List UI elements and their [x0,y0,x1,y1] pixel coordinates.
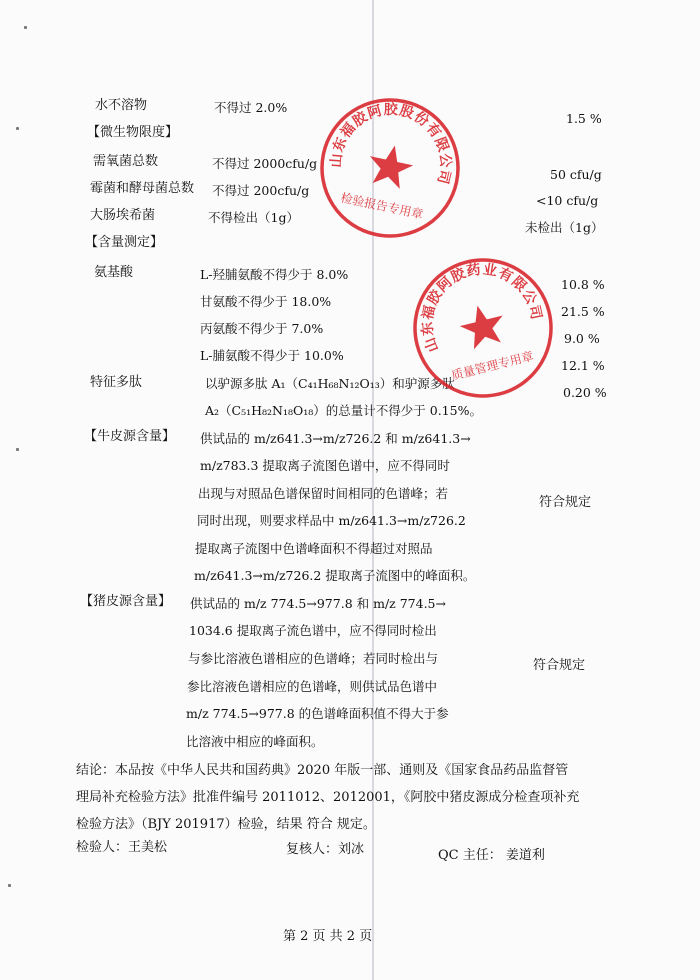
conclusion-line: 理局补充检验方法》批准件编号 2011012、2012001，《阿胶中猪皮源成分检查项补充 [76,790,580,805]
water-insoluble-result: 1.5 % [566,111,602,126]
amino-result: 21.5 % [561,304,605,319]
porcine-line: 比溶液中相应的峰面积。 [186,734,324,749]
amino-standard: L-脯氨酸不得少于 10.0% [200,348,344,363]
qc-signature: QC 主任： 姜道利 [438,848,545,863]
mold-standard: 不得过 200cfu/g [212,183,310,198]
bovine-result: 符合规定 [539,495,592,510]
scan-mark [16,127,19,130]
peptide-line-2: A₂（C₅₁H₈₂N₁₈O₁₈）的总量计不得少于 0.15%。 [205,403,482,418]
scan-mark [16,448,19,451]
ecoli-result: 未检出（1g） [525,220,604,235]
porcine-section-name: 【猪皮源含量】 [80,594,172,609]
bovine-line: m/z783.3 提取离子流图色谱中，应不得同时 [200,458,450,473]
amino-name: 氨基酸 [94,265,134,280]
porcine-line: 供试品的 m/z 774.5→977.8 和 m/z 774.5→ [190,596,446,611]
amino-result: 9.0 % [564,331,600,346]
ecoli-name: 大肠埃希菌 [90,208,156,223]
water-insoluble-name: 水不溶物 [95,98,148,113]
bovine-line: 出现与对照品色谱保留时间相同的色谱峰；若 [198,486,449,501]
mold-result: <10 cfu/g [536,193,599,208]
company-seal-inspection [315,93,465,243]
conclusion-line: 结论：本品按《中华人民共和国药典》2020 年版一部、通则及《国家食品药品监督管 [76,763,569,778]
amino-result: 10.8 % [561,277,605,292]
scan-mark [24,26,27,29]
water-insoluble-standard: 不得过 2.0% [214,100,288,115]
aerobic-name: 需氧菌总数 [93,154,159,169]
aerobic-standard: 不得过 2000cfu/g [212,156,318,171]
porcine-line: 与参比溶液色谱相应的色谱峰；若同时检出与 [188,651,439,666]
amino-standard: L-羟脯氨酸不得少于 8.0% [200,267,349,282]
porcine-line: 1034.6 提取离子流色谱中，应不得同时检出 [189,623,437,638]
scan-mark [8,884,11,887]
seal-company-name: 山东福胶阿胶药业有限公司 [419,261,545,355]
amino-standard: 甘氨酸不得少于 18.0% [200,294,332,309]
amino-standard: 丙氨酸不得少于 7.0% [200,321,324,336]
company-seal-quality [408,253,558,403]
bovine-section-name: 【牛皮源含量】 [84,429,176,444]
aerobic-result: 50 cfu/g [550,167,602,182]
reviewer-signature: 复核人：刘冰 [286,842,365,857]
bovine-line: 供试品的 m/z641.3→m/z726.2 和 m/z641.3→ [200,431,471,446]
bovine-line: 同时出现，则要求样品中 m/z641.3→m/z726.2 [197,513,466,528]
seal-subtitle: 检验报告专用章 [339,190,425,222]
page-number: 第 2 页 共 2 页 [283,929,373,944]
peptide-name: 特征多肽 [90,375,143,390]
inspector-signature: 检验人：王美松 [76,840,168,855]
amino-result: 12.1 % [561,358,605,373]
ecoli-standard: 不得检出（1g） [208,210,299,225]
seal-company-name: 山东福胶阿胶股份有限公司 [328,102,454,187]
peptide-line-1: 以驴源多肽 A₁（C₄₁H₆₈N₁₂O₁₃）和驴源多肽 [205,376,455,391]
seal-star-icon [456,300,509,351]
porcine-result: 符合规定 [533,658,586,673]
conclusion-line: 检验方法》（BJY 201917）检验，结果 符合 规定。 [76,817,376,832]
bovine-line: 提取离子流图中色谱峰面积不得超过对照品 [195,541,433,556]
porcine-line: 参比溶液色谱相应的色谱峰，则供试品色谱中 [187,679,438,694]
seal-star-icon [365,141,417,191]
bovine-line: m/z641.3→m/z726.2 提取离子流图中的峰面积。 [194,568,476,583]
micro-section-header: 【微生物限度】 [87,125,179,140]
seal-subtitle: 质量管理专用章 [449,348,535,383]
peptide-result: 0.20 % [563,385,607,400]
content-section-header: 【含量测定】 [85,235,164,250]
porcine-line: m/z 774.5→977.8 的色谱峰面积值不得大于参 [186,706,449,721]
mold-name: 霉菌和酵母菌总数 [90,181,195,196]
